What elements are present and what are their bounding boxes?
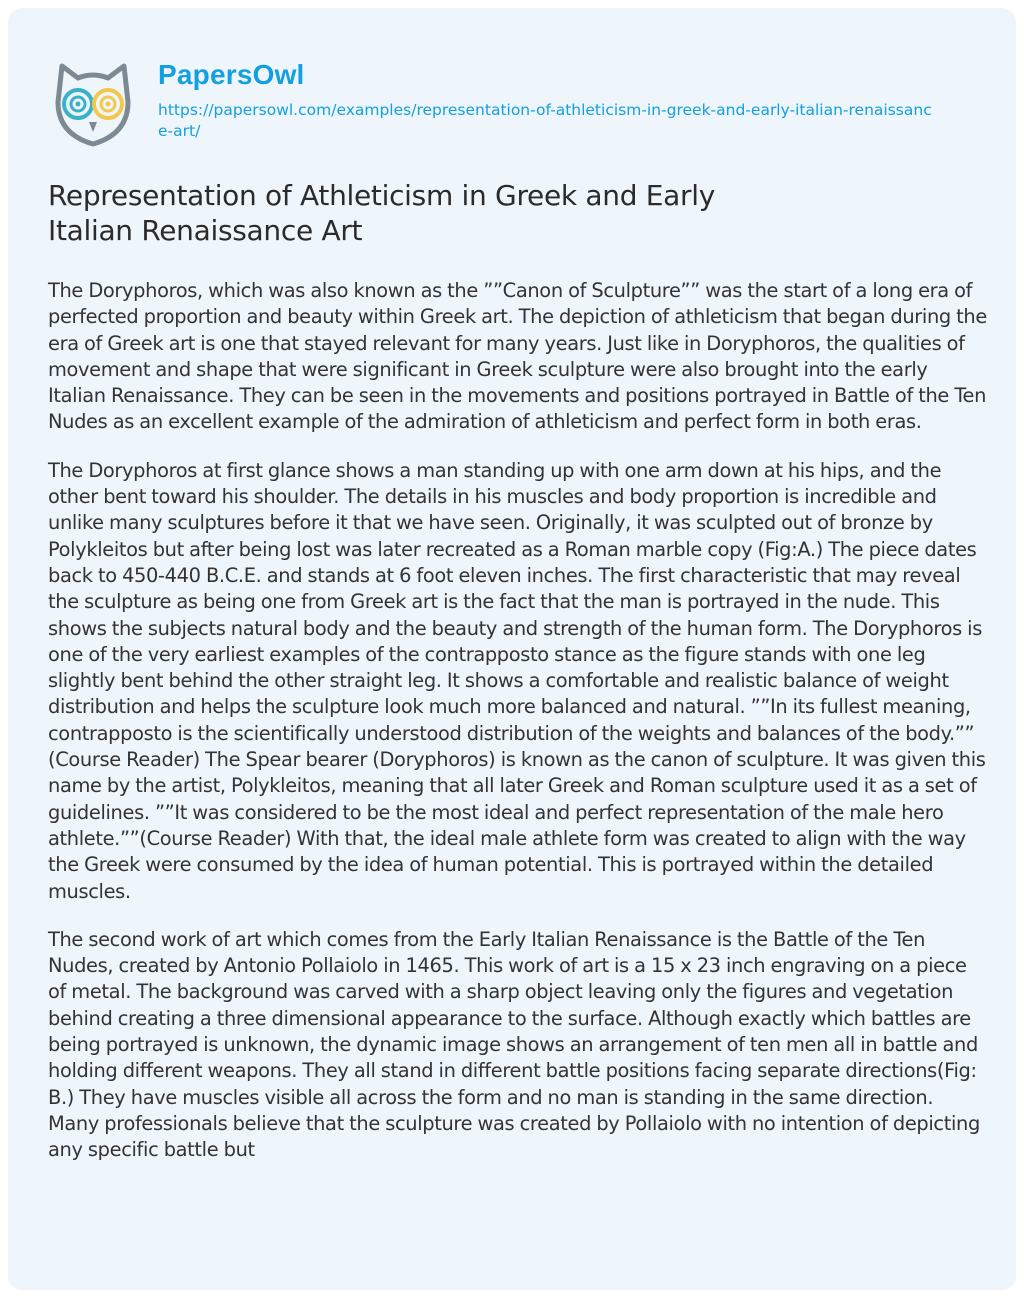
source-url-link[interactable]: https://papersowl.com/examples/representation-of-athleticism-in-greek-and-early-italian-renaissance-art/ [158,101,932,140]
paragraph-2: The Doryphoros at first glance shows a man standing up with one arm down at his hips, and the other bent toward his shoulder. The details in his muscles and body proportion is incredible and unlike many sculptures before it that we have seen. Originally, it was sculpted out of bronze by Polykleitos but after being lost was later recreated as a Roman marble copy (Fig:A.) The piece dates back to 450-440 B.C.E. and stands at 6 foot eleven inches. The first characteristic that may reveal the sculpture as being one from Greek art is the fact that the man is portrayed in the nude. This shows the subjects natural body and the beauty and strength of the human form. The Doryphoros is one of the very earliest examples of the contrapposto stance as the figure stands with one leg slightly bent behind the other straight leg. It shows a comfortable and realistic balance of weight distribution and helps the sculpture look much more balanced and natural. ””In its fullest meaning, contrapposto is the scientifically understood distribution of the weights and balances of the body.”” (Course Reader) The Spear bearer (Doryphoros) is known as the canon of sculpture. It was given this name by the artist, Polykleitos, meaning that all later Greek and Roman sculpture used it as a set of guidelines. ””It was considered to be the most ideal and perfect representation of the male hero athlete.””(Course Reader) With that, the ideal male athlete form was created to align with the way the Greek were consumed by the idea of human potential. This is portrayed within the detailed muscles. [48,458,986,903]
brand-name[interactable]: PapersOwl [158,59,305,90]
document-page [8,8,1016,1290]
paragraph-3: The second work of art which comes from the Early Italian Renaissance is the Battle of the Ten Nudes, created by Antonio Pollaiolo in 1465. This work of art is a 15 x 23 inch engraving on a piece of metal. The background was carved with a sharp object leaving only the figures and vegetation behind creating a three dimensional appearance to the surface. Although exactly which battles are being portrayed is unknown, the dynamic image shows an arrangement of ten men all in battle and holding different weapons. They all stand in different battle positions facing separate directions(Fig: B.) They have muscles visible all across the form and no man is standing in the same direction. Many professionals believe that the sculpture was created by Pollaiolo with no intention of depicting any specific battle but [48,927,980,1162]
paragraph-1: The Doryphoros, which was also known as the ””Canon of Sculpture”” was the start of a long era of perfected proportion and beauty within Greek art. The depiction of athleticism that began during the era of Greek art is one that stayed relevant for many years. Just like in Doryphoros, the qualities of movement and shape that were significant in Greek sculpture were also brought into the early Italian Renaissance. They can be seen in the movements and positions portrayed in Battle of the Ten Nudes as an excellent example of the admiration of athleticism and perfect form in both eras. [48,279,987,434]
document-title: Representation of Athleticism in Greek and Early Italian Renaissance Art [48,179,716,247]
document-body [48,278,988,1186]
owl-logo-icon [48,58,138,148]
brand [158,58,938,142]
